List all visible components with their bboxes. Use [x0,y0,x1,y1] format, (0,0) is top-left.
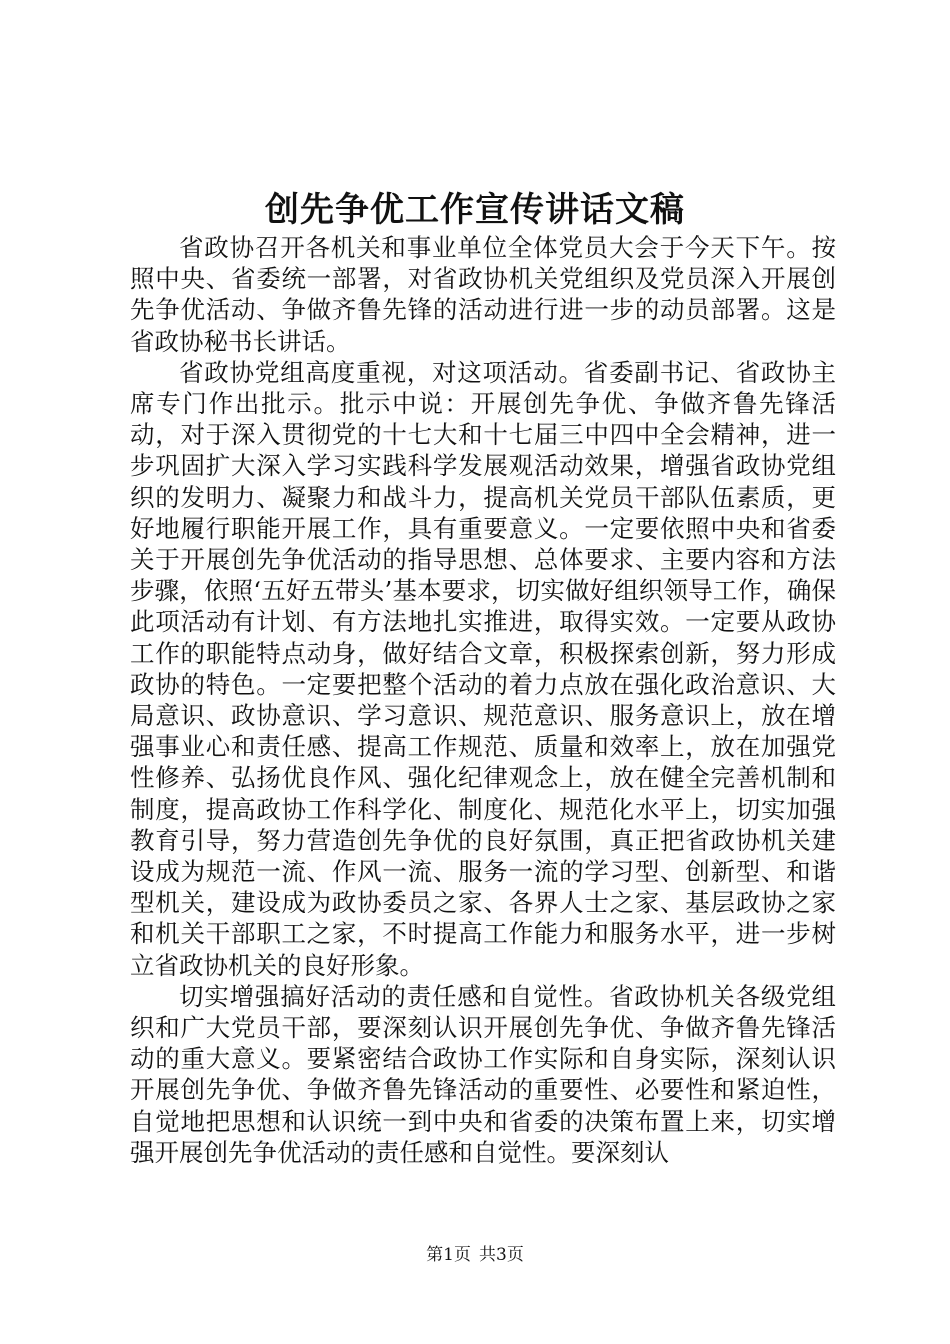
page-number: 第1页 [426,1245,471,1265]
page-footer [0,1244,950,1266]
paragraph: 切实增强搞好活动的责任感和自觉性。省政协机关各级党组织和广大党员干部，要深刻认识开展创先争优、争做齐鲁先锋活动的重大意义。要紧密结合政协工作实际和自身实际，深刻认识开展创先争优、争做齐鲁先锋活动的重要性、必要性和紧迫性，自觉地把思想和认识统一到中央和省委的决策布置上来，切实增强开展创先争优活动的责任感和自觉性。要深刻认 [130,981,836,1167]
paragraph: 省政协召开各机关和事业单位全体党员大会于今天下午。按照中央、省委统一部署，对省政协机关党组织及党员深入开展创先争优活动、争做齐鲁先锋的活动进行进一步的动员部署。这是省政协秘书长讲话。 [130,233,836,356]
document-body [130,232,836,1168]
document-title: 创先争优工作宣传讲话文稿 [265,190,685,230]
paragraph: 省政协党组高度重视，对这项活动。省委副书记、省政协主席专门作出批示。批示中说：开展创先争优、争做齐鲁先锋活动，对于深入贯彻党的十七大和十七届三中四中全会精神，进一步巩固扩大深入学习实践科学发展观活动效果，增强省政协党组织的发明力、凝聚力和战斗力，提高机关党员干部队伍素质，更好地履行职能开展工作，具有重要意义。一定要依照中央和省委关于开展创先争优活动的指导思想、总体要求、主要内容和方法步骤，依照‘五好五带头’基本要求，切实做好组织领导工作，确保此项活动有计划、有方法地扎实推进，取得实效。一定要从政协工作的职能特点动身，做好结合文章，积极探索创新，努力形成政协的特色。一定要把整个活动的着力点放在强化政治意识、大局意识、政协意识、学习意识、规范意识、服务意识上，放在增强事业心和责任感、提高工作规范、质量和效率上，放在加强党性修养、弘扬优良作风、强化纪律观念上，放在健全完善机制和制度，提高政协工作科学化、制度化、规范化水平上，切实加强教育引导，努力营造创先争优的良好氛围，真正把省政协机关建设成为规范一流、作风一流、服务一流的学习型、创新型、和谐型机关，建设成为政协委员之家、各界人士之家、基层政协之家和机关干部职工之家，不时提高工作能力和服务水平，进一步树立省政协机关的良好形象。 [130,357,836,980]
page-total: 共3页 [479,1245,524,1265]
